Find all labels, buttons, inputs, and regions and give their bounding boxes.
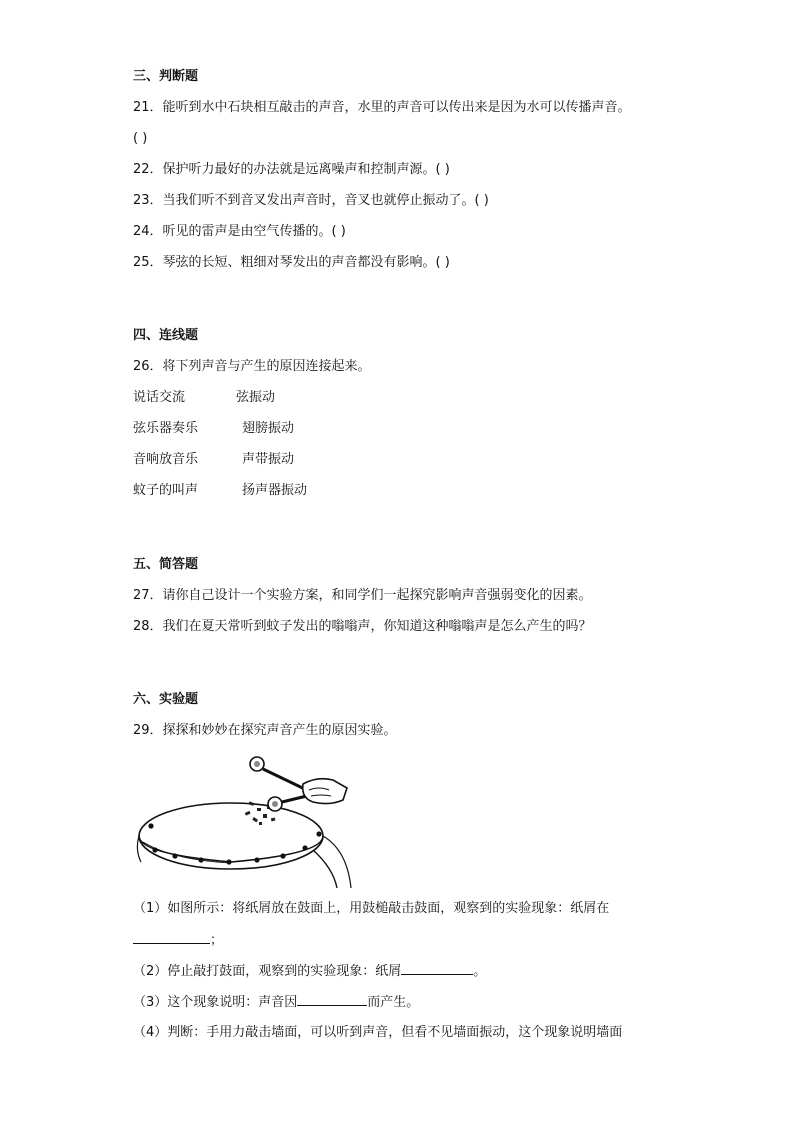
part-3-text: （3）这个现象说明：声音因 <box>133 995 298 1010</box>
question-29: 29．探探和妙妙在探究声音产生的原因实验。 <box>133 723 397 738</box>
part-3-end: 而产生。 <box>367 995 420 1010</box>
section-4-title: 四、连线题 <box>133 328 199 343</box>
section-3-title: 三、判断题 <box>133 69 199 84</box>
part-2-text: （2）停止敲打鼓面，观察到的实验现象：纸屑 <box>133 964 402 979</box>
part-2-end: 。 <box>473 964 487 979</box>
match-right-item: 翅膀振动 <box>242 421 295 436</box>
match-left-item: 蚊子的叫声 <box>133 483 199 498</box>
match-left-item: 弦乐器奏乐 <box>133 421 199 436</box>
question-28: 28．我们在夏天常听到蚊子发出的嗡嗡声，你知道这种嗡嗡声是怎么产生的吗？ <box>133 619 592 634</box>
match-left-item: 说话交流 <box>133 390 186 405</box>
section-5-title: 五、简答题 <box>133 557 199 572</box>
drum-studs <box>148 823 321 864</box>
part-1-answer-line <box>133 931 223 950</box>
question-21-answer-paren: ( ) <box>133 131 148 146</box>
part-1-text: （1）如图所示：将纸屑放在鼓面上，用鼓槌敲击鼓面，观察到的实验现象：纸屑在 <box>133 901 610 916</box>
match-row <box>133 451 295 469</box>
answer-blank[interactable] <box>133 931 210 944</box>
question-23: 23．当我们听不到音叉发出声音时，音叉也就停止振动了。( ) <box>133 193 489 208</box>
match-row <box>133 389 276 407</box>
question-27: 27．请你自己设计一个实验方案，和同学们一起探究影响声音强弱变化的因素。 <box>133 588 592 603</box>
part-2-line <box>133 962 486 981</box>
question-25: 25．琴弦的长短、粗细对琴发出的声音都没有影响。( ) <box>133 255 450 270</box>
answer-blank[interactable] <box>401 962 473 975</box>
answer-blank[interactable] <box>297 993 367 1006</box>
question-26: 26．将下列声音与产生的原因连接起来。 <box>133 359 371 374</box>
question-21: 21．能听到水中石块相互敲击的声音，水里的声音可以传出来是因为水可以传播声音。 <box>133 100 631 115</box>
match-right-item: 声带振动 <box>242 452 295 467</box>
part-4-text: （4）判断：手用力敲击墙面，可以听到声音，但看不见墙面振动，这个现象说明墙面 <box>133 1025 623 1040</box>
part-3-line <box>133 993 419 1012</box>
drum-rim <box>139 803 323 869</box>
section-6-title: 六、实验题 <box>133 692 199 707</box>
part-1-end: ； <box>210 933 224 948</box>
match-right-item: 弦振动 <box>236 390 276 405</box>
drum-rim-lower <box>139 836 323 862</box>
question-24: 24．听见的雷声是由空气传播的。( ) <box>133 224 346 239</box>
match-row <box>133 482 308 500</box>
match-row <box>133 420 295 438</box>
drumsticks <box>250 757 347 811</box>
question-22: 22．保护听力最好的办法就是远离噪声和控制声源。( ) <box>133 162 450 177</box>
drum-experiment-illustration <box>133 750 359 888</box>
match-right-item: 扬声器振动 <box>242 483 308 498</box>
match-left-item: 音响放音乐 <box>133 452 199 467</box>
